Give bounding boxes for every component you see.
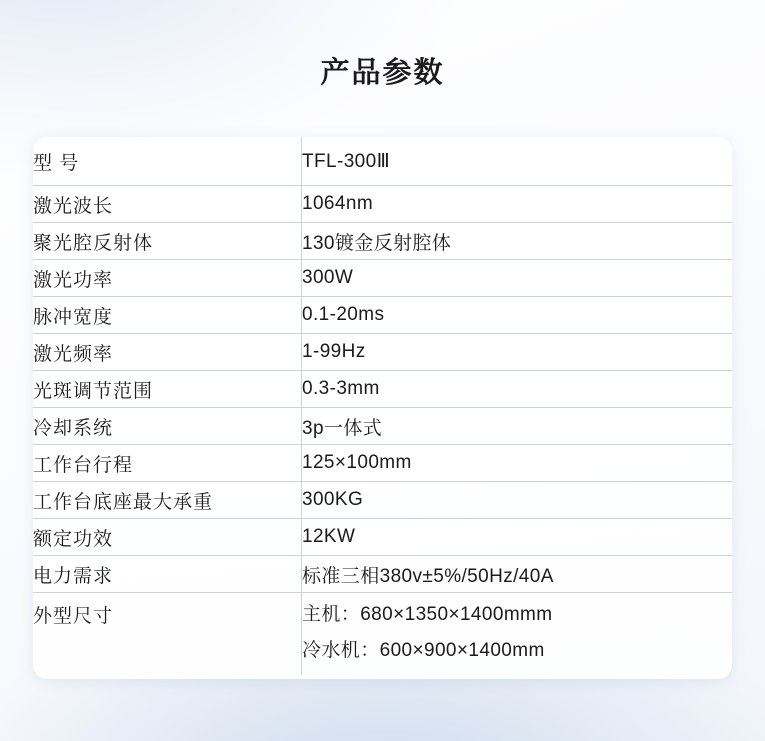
spec-value: 标准三相380v±5%/50Hz/40A	[302, 556, 733, 593]
spec-label: 光斑调节范围	[33, 371, 302, 408]
spec-value: 0.3-3mm	[302, 371, 733, 408]
table-row	[33, 186, 732, 223]
spec-label: 聚光腔反射体	[33, 223, 302, 260]
spec-label: 工作台底座最大承重	[33, 482, 302, 519]
spec-label: 激光波长	[33, 186, 302, 223]
spec-value: 300W	[302, 260, 733, 297]
spec-label: 脉冲宽度	[33, 297, 302, 334]
spec-value: 130镀金反射腔体	[302, 223, 733, 260]
spec-value: 1064nm	[302, 186, 733, 223]
spec-label: 型 号	[33, 137, 302, 186]
spec-value: 3p一体式	[302, 408, 733, 445]
spec-value-multiline	[302, 593, 733, 676]
table-row	[33, 556, 732, 593]
spec-label: 激光频率	[33, 334, 302, 371]
spec-value: 0.1-20ms	[302, 297, 733, 334]
table-row	[33, 137, 732, 186]
page-title: 产品参数	[320, 57, 445, 89]
table-row	[33, 445, 732, 482]
spec-label: 工作台行程	[33, 445, 302, 482]
spec-value: 125×100mm	[302, 445, 733, 482]
table-row	[33, 371, 732, 408]
spec-value: TFL-300Ⅲ	[302, 137, 733, 186]
spec-label: 外型尺寸	[33, 593, 302, 676]
table-row	[33, 408, 732, 445]
spec-table	[33, 137, 732, 675]
spec-card	[33, 137, 732, 679]
table-row	[33, 297, 732, 334]
spec-value: 1-99Hz	[302, 334, 733, 371]
table-row	[33, 334, 732, 371]
table-row	[33, 223, 732, 260]
spec-value-line: 冷水机：600×900×1400mm	[302, 640, 545, 662]
spec-value: 300KG	[302, 482, 733, 519]
spec-label: 激光功率	[33, 260, 302, 297]
spec-label: 电力需求	[33, 556, 302, 593]
spec-label: 额定功效	[33, 519, 302, 556]
table-row	[33, 593, 732, 676]
table-row	[33, 482, 732, 519]
table-row	[33, 519, 732, 556]
spec-value: 12KW	[302, 519, 733, 556]
spec-value-line: 主机：680×1350×1400mmm	[302, 604, 553, 625]
spec-label: 冷却系统	[33, 408, 302, 445]
table-row	[33, 260, 732, 297]
